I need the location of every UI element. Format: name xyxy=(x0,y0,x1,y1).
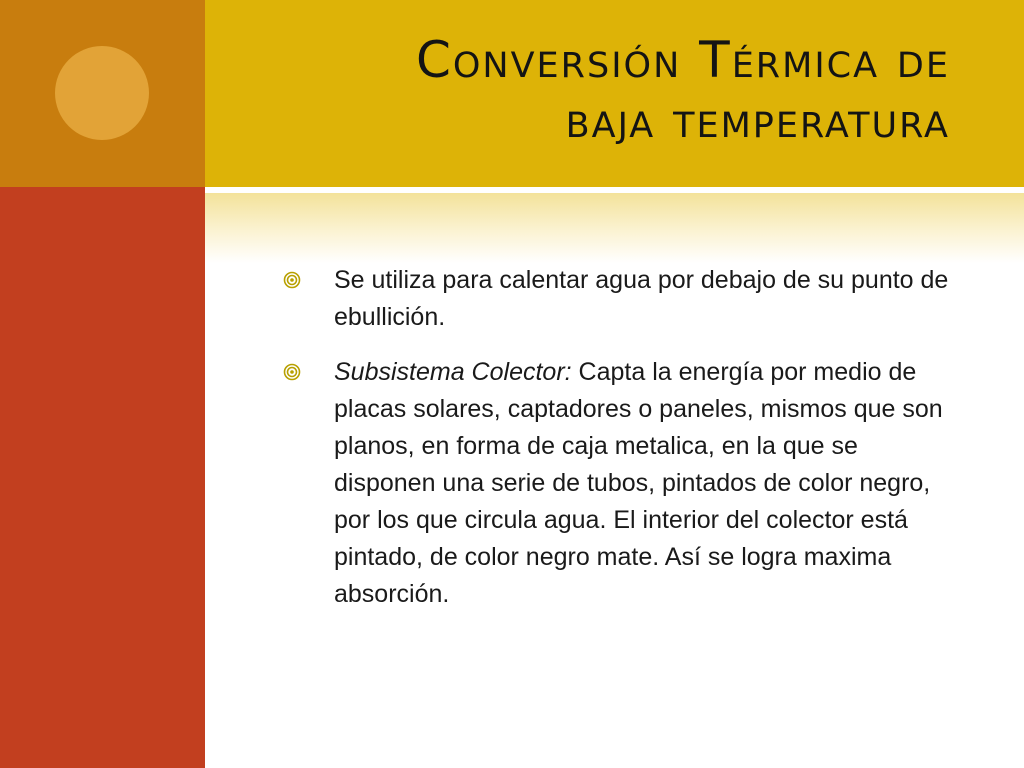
bullet-item xyxy=(283,354,963,613)
left-bottom-panel xyxy=(0,187,205,768)
concentric-circle-bullet-icon xyxy=(283,363,301,381)
gradient-band xyxy=(205,193,1024,263)
bullet-text: Se utiliza para calentar agua por debajo de su punto de ebullición. xyxy=(334,266,949,331)
slide-title-line-2: baja temperatura xyxy=(565,91,950,149)
slide-title xyxy=(250,30,950,150)
decorative-circle xyxy=(55,46,149,140)
concentric-circle-bullet-icon xyxy=(283,271,301,289)
bullet-item xyxy=(283,262,963,336)
slide-content xyxy=(283,262,963,631)
bullet-term: Subsistema Colector: xyxy=(334,358,572,386)
bullet-text: Capta la energía por medio de placas solares, captadores o paneles, mismos que son planos, en forma de caja metalica, en la que se disponen una serie de tubos, pintados de color negro, por los que circula agua. El interior del colector está pintado, de color negro mate. Así se logra maxima absorción. xyxy=(334,358,943,608)
slide-title-line-1: Conversión Térmica de xyxy=(415,31,950,89)
